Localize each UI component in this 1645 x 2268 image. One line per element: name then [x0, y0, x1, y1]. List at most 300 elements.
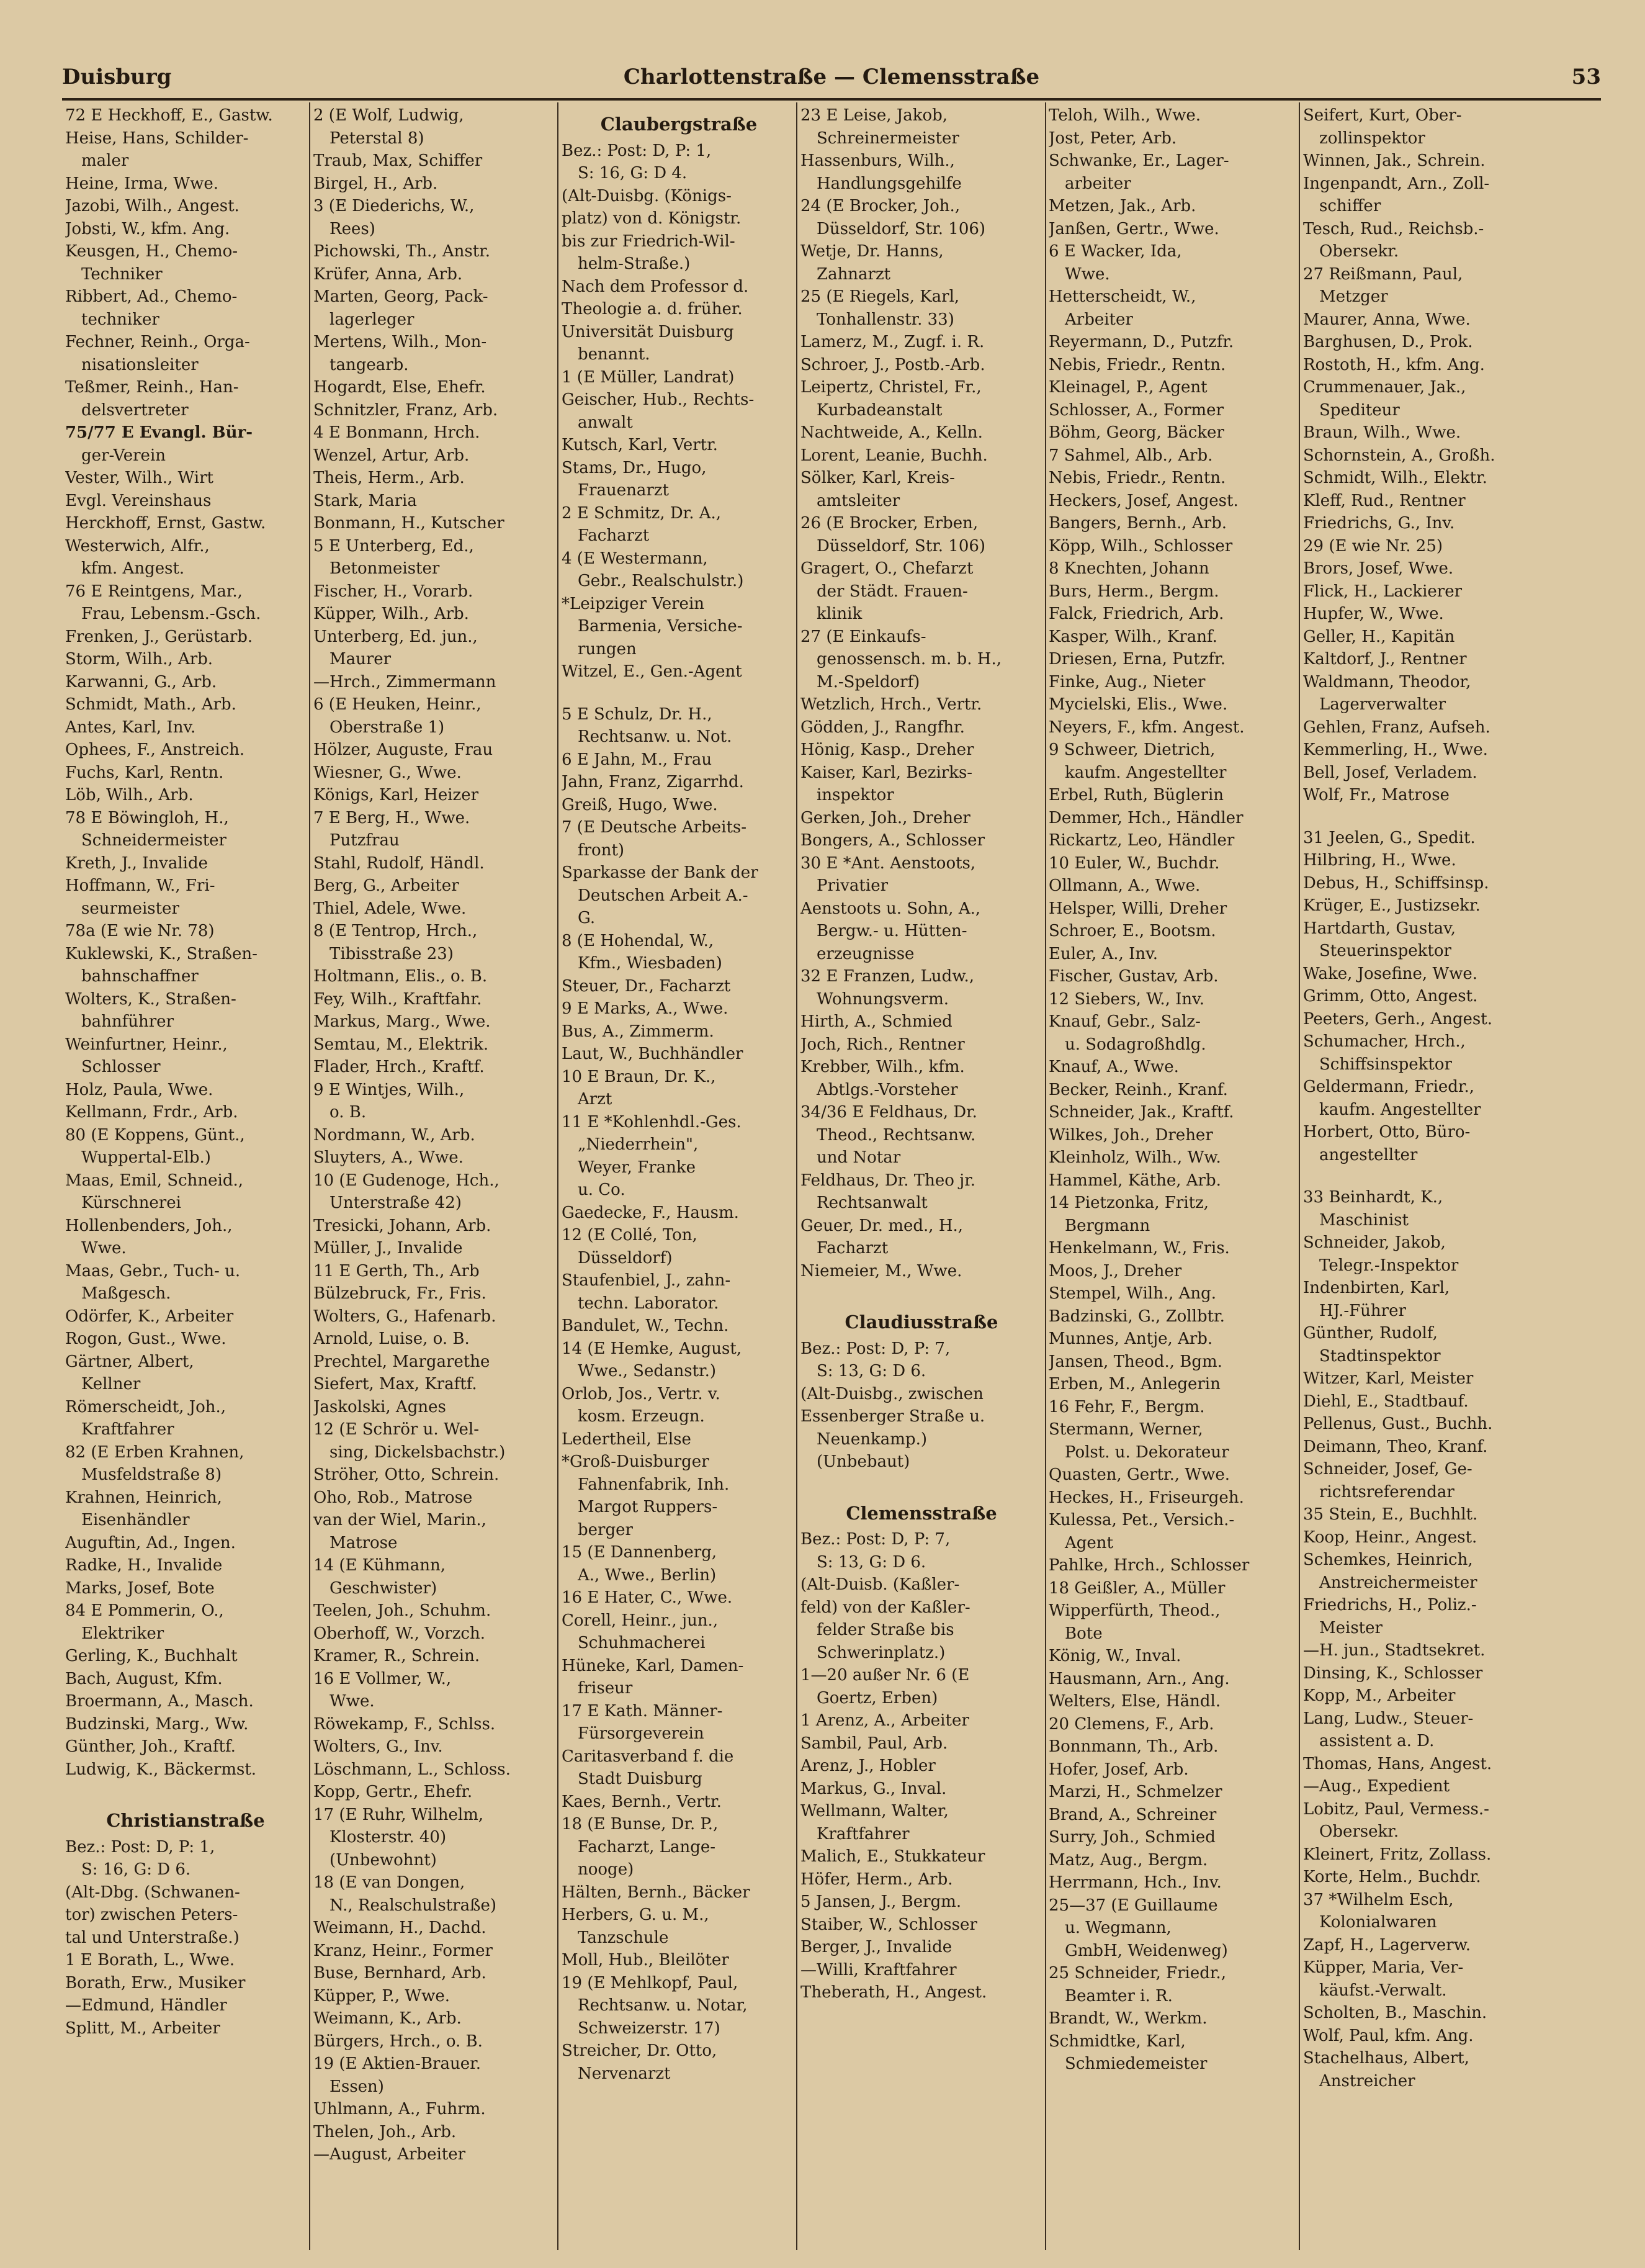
- directory-entry: Crummenauer, Jak.,: [1303, 378, 1466, 397]
- directory-entry: Ströher, Otto, Schrein.: [313, 1465, 500, 1484]
- directory-entry: Essen): [329, 2077, 384, 2096]
- directory-entry: maler: [81, 151, 129, 170]
- directory-entry: Wwe.: [1065, 264, 1110, 284]
- street-heading: Claudiusstraße: [845, 1312, 998, 1333]
- directory-entry: Jahn, Franz, Zigarrhd.: [562, 773, 744, 791]
- directory-entry: (Alt-Dbg. (Schwanen-: [65, 1883, 240, 1902]
- directory-entry: Kolonialwaren: [1319, 1913, 1437, 1932]
- directory-entry: Wellmann, Walter,: [800, 1802, 949, 1820]
- directory-entry: Buse, Bernhard, Arb.: [313, 1964, 486, 1982]
- directory-entry: Holz, Paula, Wwe.: [65, 1080, 213, 1099]
- directory-entry: Kranz, Heinr., Former: [313, 1941, 493, 1960]
- directory-entry: Bonmann, H., Kutscher: [313, 514, 504, 533]
- directory-entry: Knauf, Gebr., Salz-: [1049, 1012, 1201, 1031]
- directory-entry: 5 E Unterberg, Ed.,: [313, 536, 474, 556]
- directory-entry: Birgel, H., Arb.: [313, 174, 438, 193]
- directory-entry: Fechner, Reinh., Orga-: [65, 333, 250, 351]
- directory-entry: Wilkes, Joh., Dreher: [1049, 1125, 1213, 1145]
- directory-entry: Herrmann, Hch., Inv.: [1049, 1873, 1222, 1892]
- directory-entry: Demmer, Hch., Händler: [1049, 808, 1244, 827]
- directory-entry: Bez.: Post: D, P: 1,: [65, 1837, 215, 1856]
- directory-entry: Schneidermeister: [81, 831, 226, 850]
- directory-entry: 7 Sahmel, Alb., Arb.: [1049, 446, 1213, 465]
- directory-entry: Thomas, Hans, Angest.: [1303, 1754, 1492, 1773]
- directory-entry: Lagerverwalter: [1319, 695, 1446, 714]
- directory-entry: Kellner: [81, 1375, 141, 1393]
- directory-entry: Odörfer, K., Arbeiter: [65, 1307, 234, 1326]
- directory-entry: —Hrch., Zimmermann: [313, 672, 496, 691]
- directory-entry: Marten, Georg, Pack-: [313, 287, 488, 306]
- directory-entry: Kasper, Wilh., Kranf.: [1049, 627, 1217, 646]
- directory-entry: 19 (E Mehlkopf, Paul,: [562, 1973, 738, 1992]
- directory-entry: techn. Laborator.: [578, 1294, 719, 1313]
- directory-entry: König, W., Inval.: [1049, 1647, 1181, 1665]
- directory-entry: Schneider, Jak., Kraftf.: [1049, 1103, 1234, 1122]
- directory-entry: Horbert, Otto, Büro-: [1303, 1123, 1471, 1141]
- directory-entry: 3 (E Diederichs, W.,: [313, 197, 475, 215]
- directory-entry: Stark, Maria: [313, 491, 417, 510]
- directory-entry: 18 (E Bunse, Dr. P.,: [562, 1815, 719, 1834]
- spacer: [1303, 807, 1554, 827]
- directory-entry: 14 Pietzonka, Fritz,: [1049, 1194, 1209, 1212]
- directory-entry: Auguftin, Ad., Ingen.: [65, 1533, 236, 1552]
- directory-entry: Facharzt, Lange-: [578, 1837, 716, 1856]
- directory-entry: Universität Duisburg: [562, 322, 734, 341]
- directory-entry: Kleinholz, Wilh., Ww.: [1049, 1148, 1221, 1167]
- directory-entry: richtsreferendar: [1319, 1482, 1455, 1501]
- directory-entry: 26 (E Brocker, Erben,: [800, 514, 979, 533]
- directory-entry: Obersekr.: [1319, 1822, 1399, 1841]
- directory-entry: Hilbring, H., Wwe.: [1303, 851, 1456, 870]
- directory-entry: Günther, Rudolf,: [1303, 1324, 1438, 1343]
- directory-entry: Ophees, F., Anstreich.: [65, 740, 245, 759]
- directory-entry: ger-Verein: [81, 446, 166, 465]
- directory-entry: Elektriker: [81, 1624, 164, 1643]
- directory-entry: delsvertreter: [81, 400, 189, 420]
- directory-entry: angestellter: [1319, 1145, 1418, 1164]
- directory-entry: Marzi, H., Schmelzer: [1049, 1783, 1222, 1801]
- street-range-heading: Charlottenstraße — Clemensstraße: [623, 65, 1040, 89]
- directory-entry: Nebis, Friedr., Rentn.: [1049, 469, 1226, 487]
- column-divider: [1299, 102, 1300, 2250]
- directory-entry: Zapf, H., Lagerverw.: [1303, 1935, 1471, 1955]
- directory-entry: Erbel, Ruth, Büglerin: [1049, 786, 1224, 804]
- directory-entry: Maurer, Anna, Wwe.: [1303, 310, 1471, 329]
- directory-entry: Ludwig, K., Bäckermst.: [65, 1760, 257, 1779]
- directory-entry: S: 13, G: D 6.: [817, 1362, 926, 1380]
- directory-entry: 19 (E Aktien-Brauer.: [313, 2054, 481, 2073]
- directory-entry: Fahnenfabrik, Inh.: [578, 1475, 730, 1494]
- directory-entry: anwalt: [578, 413, 633, 432]
- directory-entry: Weinfurtner, Heinr.,: [65, 1035, 228, 1054]
- directory-entry: Facharzt: [817, 1239, 889, 1258]
- directory-entry: Kaes, Bernh., Vertr.: [562, 1792, 722, 1811]
- directory-entry: Meister: [1319, 1618, 1383, 1637]
- directory-entry: Greiß, Hugo, Wwe.: [562, 795, 718, 814]
- directory-entry: Oberhoff, W., Vorzch.: [313, 1624, 485, 1643]
- directory-entry: 18 (E van Dongen,: [313, 1873, 465, 1892]
- directory-entry: 8 Knechten, Johann: [1049, 559, 1209, 578]
- directory-entry: 23 E Leise, Jakob,: [800, 106, 948, 125]
- directory-entry: Wenzel, Artur, Arb.: [313, 446, 470, 465]
- directory-entry: Zahnarzt: [817, 264, 891, 284]
- directory-entry: tal und Unterstraße.): [65, 1928, 240, 1947]
- directory-entry: benannt.: [578, 345, 650, 364]
- directory-entry: sing, Dickelsbachstr.): [329, 1442, 506, 1462]
- directory-entry: 12 Siebers, W., Inv.: [1049, 989, 1205, 1009]
- directory-entry: Ingenpandt, Arn., Zoll-: [1303, 174, 1490, 193]
- directory-entry: front): [578, 840, 625, 860]
- directory-entry: Küpper, P., Wwe.: [313, 1986, 450, 2005]
- directory-entry: Finke, Aug., Nieter: [1049, 672, 1206, 691]
- directory-entry: Stermann, Werner,: [1049, 1420, 1203, 1439]
- directory-entry: Stams, Dr., Hugo,: [562, 458, 707, 477]
- directory-entry: 33 Beinhardt, K.,: [1303, 1188, 1443, 1207]
- directory-entry: Beamter i. R.: [1065, 1986, 1173, 2005]
- directory-entry: 12 (E Collé, Ton,: [562, 1226, 697, 1244]
- directory-entry: Wolf, Paul, kfm. Ang.: [1303, 2026, 1474, 2045]
- directory-entry: Wwe.: [81, 1239, 127, 1258]
- directory-entry: Unterberg, Ed. jun.,: [313, 627, 478, 646]
- directory-entry: Budzinski, Marg., Ww.: [65, 1714, 249, 1734]
- directory-entry: Gärtner, Albert,: [65, 1352, 194, 1371]
- directory-entry: Moos, J., Dreher: [1049, 1261, 1182, 1280]
- directory-entry: u. Sodagroßhdlg.: [1065, 1035, 1206, 1054]
- directory-entry: 76 E Reintgens, Mar.,: [65, 582, 243, 601]
- directory-entry: Moll, Hub., Bleilöter: [562, 1951, 729, 1969]
- directory-entry: Caritasverband f. die: [562, 1747, 734, 1766]
- directory-entry: Corell, Heinr., jun.,: [562, 1611, 719, 1630]
- directory-entry: Hammel, Käthe, Arb.: [1049, 1171, 1221, 1190]
- directory-entry: Dinsing, K., Schlosser: [1303, 1663, 1483, 1683]
- directory-entry: Koop, Heinr., Angest.: [1303, 1528, 1477, 1547]
- directory-entry: Schneider, Jakob,: [1303, 1233, 1446, 1252]
- directory-entry: Hassenburs, Wilh.,: [800, 151, 955, 170]
- directory-entry: Geldermann, Friedr.,: [1303, 1078, 1475, 1096]
- directory-entry: Geschwister): [329, 1578, 437, 1598]
- directory-entry: *Leipziger Verein: [562, 594, 705, 613]
- directory-entry: 9 E Wintjes, Wilh.,: [313, 1080, 465, 1099]
- directory-entry: Bandulet, W., Techn.: [562, 1316, 729, 1335]
- directory-entry: Krahnen, Heinrich,: [65, 1488, 222, 1507]
- directory-entry: (Unbewohnt): [329, 1850, 437, 1870]
- directory-entry: Maßgesch.: [81, 1284, 171, 1303]
- directory-entry: Streicher, Dr. Otto,: [562, 2041, 717, 2060]
- directory-entry: Teßmer, Reinh., Han-: [65, 378, 239, 397]
- directory-entry: Leipertz, Christel, Fr.,: [800, 378, 982, 397]
- directory-entry: Matz, Aug., Bergm.: [1049, 1850, 1208, 1870]
- directory-entry: 14 (E Kühmann,: [313, 1556, 446, 1575]
- directory-entry: Staufenbiel, J., zahn-: [562, 1271, 731, 1290]
- directory-entry: 37 *Wilhelm Esch,: [1303, 1890, 1454, 1909]
- directory-entry: Gerling, K., Buchhalt: [65, 1647, 238, 1665]
- directory-entry: Becker, Reinh., Kranf.: [1049, 1080, 1228, 1099]
- directory-entry: Aenstoots u. Sohn, A.,: [800, 899, 981, 918]
- directory-entry: Hoffmann, W., Fri-: [65, 876, 215, 895]
- directory-entry: 24 (E Brocker, Joh.,: [800, 197, 961, 215]
- directory-entry: Techniker: [81, 264, 163, 284]
- directory-entry: Barmenia, Versiche-: [578, 617, 743, 636]
- directory-entry: Surry, Joh., Schmied: [1049, 1828, 1216, 1847]
- directory-entry: Heckes, H., Friseurgeh.: [1049, 1488, 1244, 1507]
- directory-entry: Tibisstraße 23): [329, 944, 454, 963]
- directory-entry: nisationsleiter: [81, 355, 199, 374]
- directory-entry: Bez.: Post: D, P: 1,: [562, 141, 712, 160]
- directory-entry: Erben, M., Anlegerin: [1049, 1375, 1221, 1393]
- directory-entry: Witzer, Karl, Meister: [1303, 1369, 1474, 1388]
- directory-entry: Wipperfürth, Theod.,: [1049, 1601, 1221, 1620]
- directory-entry: 7 (E Deutsche Arbeits-: [562, 818, 747, 837]
- directory-entry: Waldmann, Theodor,: [1303, 672, 1471, 691]
- directory-entry: Euler, A., Inv.: [1049, 944, 1158, 963]
- directory-entry: Kraftfahrer: [81, 1420, 174, 1439]
- directory-entry: Heckers, Josef, Angest.: [1049, 491, 1239, 510]
- directory-entry: Facharzt: [578, 526, 650, 545]
- directory-entry: Laut, W., Buchhändler: [562, 1045, 743, 1063]
- directory-entry: 10 Euler, W., Buchdr.: [1049, 853, 1220, 873]
- directory-entry: Schlosser, A., Former: [1049, 400, 1224, 420]
- directory-entry: Mertens, Wilh., Mon-: [313, 333, 487, 351]
- directory-entry: Peterstal 8): [329, 128, 424, 148]
- directory-entry: Deutschen Arbeit A.-: [578, 886, 748, 905]
- directory-entry: 30 E *Ant. Aenstoots,: [800, 853, 976, 873]
- directory-entry: Friedrichs, H., Poliz.-: [1303, 1596, 1477, 1614]
- directory-entry: Geller, H., Kapitän: [1303, 627, 1455, 646]
- directory-entry: Pichowski, Th., Anstr.: [313, 242, 490, 261]
- directory-entry: 27 (E Einkaufs-: [800, 627, 926, 646]
- directory-entry: Driesen, Erna, Putzfr.: [1049, 650, 1226, 668]
- directory-entry: Müller, J., Invalide: [313, 1239, 463, 1258]
- directory-entry: Brors, Josef, Wwe.: [1303, 559, 1454, 578]
- column-divider: [796, 102, 797, 2250]
- directory-entry: Hofer, Josef, Arb.: [1049, 1760, 1189, 1779]
- directory-entry: Schornstein, A., Großh.: [1303, 446, 1495, 465]
- directory-entry: Schwanke, Er., Lager-: [1049, 151, 1229, 170]
- directory-entry: Essenberger Straße u.: [800, 1407, 985, 1426]
- directory-entry: Arzt: [578, 1090, 612, 1109]
- directory-entry: Agent: [1065, 1533, 1113, 1552]
- directory-entry: Jansen, Theod., Bgm.: [1049, 1352, 1222, 1371]
- directory-entry: Holtmann, Elis., o. B.: [313, 967, 488, 986]
- directory-entry: Kraftfahrer: [817, 1824, 910, 1843]
- directory-entry: Burs, Herm., Bergm.: [1049, 582, 1219, 601]
- directory-entry: 1—20 außer Nr. 6 (E: [800, 1666, 970, 1685]
- directory-entry: Köpp, Wilh., Schlosser: [1049, 536, 1233, 556]
- directory-entry: Welters, Else, Händl.: [1049, 1692, 1221, 1711]
- directory-entry: inspektor: [817, 786, 894, 804]
- directory-entry: Böhm, Georg, Bäcker: [1049, 423, 1224, 442]
- directory-entry: Hartdarth, Gustav,: [1303, 919, 1456, 938]
- directory-entry: Staiber, W., Schlosser: [800, 1915, 977, 1934]
- directory-entry: Rostoth, H., kfm. Ang.: [1303, 355, 1485, 374]
- directory-entry: der Städt. Frauen-: [817, 582, 968, 601]
- directory-entry: berger: [578, 1520, 633, 1539]
- directory-entry: lagerleger: [329, 310, 415, 329]
- directory-entry: kfm. Angest.: [81, 559, 185, 578]
- directory-entry: Putzfrau: [329, 831, 400, 850]
- directory-entry: 17 E Kath. Männer-: [562, 1701, 723, 1721]
- column-2: [313, 104, 560, 2239]
- directory-entry: Sambil, Paul, Arb.: [800, 1734, 948, 1753]
- directory-entry: Kulessa, Pet., Versich.-: [1049, 1511, 1235, 1529]
- directory-entry: (Alt-Duisbg., zwischen: [800, 1384, 984, 1403]
- directory-entry: Feldhaus, Dr. Theo jr.: [800, 1171, 976, 1190]
- directory-entry: Jaskolski, Agnes: [313, 1397, 446, 1416]
- directory-entry: Polst. u. Dekorateur: [1065, 1442, 1229, 1462]
- directory-entry: 84 E Pommerin, O.,: [65, 1601, 224, 1620]
- directory-entry: Stadt Duisburg: [578, 1770, 702, 1788]
- directory-entry: Bergmann: [1065, 1216, 1150, 1235]
- directory-entry: Bürgers, Hrch., o. B.: [313, 2032, 483, 2051]
- directory-entry: Brand, A., Schreiner: [1049, 1805, 1217, 1824]
- directory-entry: Hönig, Kasp., Dreher: [800, 740, 974, 759]
- directory-entry: Borath, Erw., Musiker: [65, 1973, 246, 1992]
- directory-entry: 6 E Jahn, M., Frau: [562, 750, 712, 769]
- directory-entry: Maurer: [329, 650, 392, 668]
- directory-entry: Ledertheil, Else: [562, 1429, 691, 1449]
- directory-entry: Löb, Wilh., Arb.: [65, 786, 194, 804]
- directory-entry: 78a (E wie Nr. 78): [65, 922, 215, 940]
- directory-entry: Arenz, J., Hobler: [800, 1757, 936, 1775]
- directory-entry: Wake, Josefine, Wwe.: [1303, 964, 1478, 983]
- directory-entry: 5 E Schulz, Dr. H.,: [562, 704, 712, 724]
- directory-entry: Nachtweide, A., Kelln.: [800, 423, 983, 442]
- directory-entry: *Groß-Duisburger: [562, 1452, 709, 1471]
- directory-entry: Bez.: Post: D, P: 7,: [800, 1339, 951, 1358]
- directory-entry: Schmidt, Wilh., Elektr.: [1303, 469, 1487, 487]
- directory-entry: Geuer, Dr. med., H.,: [800, 1216, 964, 1235]
- directory-entry: erzeugnisse: [817, 944, 915, 963]
- directory-entry: Klosterstr. 40): [329, 1828, 447, 1847]
- directory-entry: Barghusen, D., Prok.: [1303, 333, 1473, 351]
- directory-entry: Herckhoff, Ernst, Gastw.: [65, 514, 266, 533]
- directory-entry: friseur: [578, 1679, 633, 1698]
- directory-entry: Oho, Rob., Matrose: [313, 1488, 473, 1507]
- directory-entry: Teloh, Wilh., Wwe.: [1049, 106, 1201, 125]
- directory-entry: Thelen, Joh., Arb.: [313, 2122, 457, 2141]
- directory-entry: Geischer, Hub., Rechts-: [562, 390, 755, 409]
- directory-entry: platz) von d. Königstr.: [562, 209, 742, 228]
- directory-entry: Kopp, M., Arbeiter: [1303, 1686, 1456, 1705]
- directory-entry: —H. jun., Stadtsekret.: [1303, 1641, 1486, 1660]
- directory-entry: schiffer: [1319, 197, 1381, 215]
- directory-entry: Wetzlich, Hrch., Vertr.: [800, 695, 982, 714]
- directory-entry: Stahl, Rudolf, Händl.: [313, 853, 485, 873]
- spacer: [1303, 1166, 1554, 1186]
- directory-entry: Anstreicher: [1319, 2071, 1415, 2090]
- directory-entry: Schneider, Josef, Ge-: [1303, 1460, 1472, 1478]
- directory-entry: Schlosser: [81, 1058, 161, 1076]
- directory-entry: techniker: [81, 310, 159, 329]
- directory-entry: arbeiter: [1065, 174, 1131, 193]
- page-header: [62, 61, 1601, 101]
- directory-entry: Lorent, Leanie, Buchh.: [800, 446, 988, 465]
- directory-entry: Heine, Irma, Wwe.: [65, 174, 219, 193]
- directory-entry: kosm. Erzeugn.: [578, 1407, 705, 1426]
- directory-entry: Pahlke, Hrch., Schlosser: [1049, 1556, 1250, 1575]
- directory-entry: Bez.: Post: D, P: 7,: [800, 1530, 951, 1549]
- directory-entry: Marks, Josef, Bote: [65, 1578, 215, 1598]
- directory-entry: Winnen, Jak., Schrein.: [1303, 151, 1486, 170]
- directory-entry: 10 E Braun, Dr. K.,: [562, 1067, 716, 1086]
- directory-entry: Fischer, H., Vorarb.: [313, 582, 473, 601]
- directory-entry: 27 Reißmann, Paul,: [1303, 264, 1463, 284]
- directory-entry: Scholten, B., Maschin.: [1303, 2004, 1487, 2022]
- directory-entry: Berg, G., Arbeiter: [313, 876, 459, 895]
- directory-entry: Uhlmann, A., Fuhrm.: [313, 2100, 486, 2118]
- directory-entry: zollinspektor: [1319, 128, 1425, 148]
- directory-entry: Steuer, Dr., Facharzt: [562, 976, 731, 996]
- directory-entry: Markus, Marg., Wwe.: [313, 1012, 491, 1031]
- directory-entry: Nordmann, W., Arb.: [313, 1125, 475, 1145]
- directory-entry: Kleff, Rud., Rentner: [1303, 491, 1466, 510]
- directory-entry: Obersekr.: [1319, 242, 1399, 261]
- directory-entry: Kellmann, Frdr., Arb.: [65, 1103, 238, 1122]
- directory-entry: Antes, Karl, Inv.: [65, 718, 196, 737]
- directory-entry: Gehlen, Franz, Aufseh.: [1303, 718, 1490, 737]
- directory-entry: 72 E Heckhoff, E., Gastw.: [65, 106, 273, 125]
- directory-entry: Matrose: [329, 1533, 398, 1552]
- directory-entry: Semtau, M., Elektrik.: [313, 1035, 489, 1054]
- column-6: [1303, 104, 1554, 2239]
- directory-entry: Hälten, Bernh., Bäcker: [562, 1883, 750, 1902]
- directory-entry: Betonmeister: [329, 559, 440, 578]
- directory-entry: Bongers, A., Schlosser: [800, 831, 985, 850]
- directory-entry: Fey, Wilh., Kraftfahr.: [313, 989, 482, 1009]
- directory-entry: Kopp, Gertr., Ehefr.: [313, 1783, 473, 1801]
- directory-entry: Löschmann, L., Schloss.: [313, 1760, 511, 1779]
- directory-entry: (Alt-Duisb. (Kaßler-: [800, 1575, 960, 1594]
- directory-entry: Königs, Karl, Heizer: [313, 786, 479, 804]
- directory-entry: 1 Arenz, A., Arbeiter: [800, 1711, 969, 1730]
- directory-entry: Wetje, Dr. Hanns,: [800, 242, 944, 261]
- street-heading: Clemensstraße: [846, 1502, 997, 1524]
- page-number: 53: [1571, 65, 1601, 89]
- directory-entry: Tanzschule: [578, 1928, 669, 1947]
- directory-entry: Bach, August, Kfm.: [65, 1669, 223, 1688]
- directory-entry: Radke, H., Invalide: [65, 1556, 223, 1575]
- directory-entry: amtsleiter: [817, 491, 900, 510]
- directory-entry: und Notar: [817, 1148, 901, 1167]
- directory-entry: Korte, Helm., Buchdr.: [1303, 1868, 1481, 1886]
- directory-entry: Neyers, F., kfm. Angest.: [1049, 718, 1245, 737]
- directory-entry: Fischer, Gustav, Arb.: [1049, 967, 1219, 986]
- directory-entry: Rees): [329, 219, 375, 238]
- column-1: [65, 104, 306, 2239]
- directory-entry: Düsseldorf, Str. 106): [817, 219, 986, 238]
- directory-entry: Wuppertal-Elb.): [81, 1148, 211, 1167]
- directory-entry: Anstreichermeister: [1319, 1573, 1477, 1592]
- directory-entry: 20 Clemens, F., Arb.: [1049, 1714, 1214, 1734]
- directory-entry: Wolf, Fr., Matrose: [1303, 786, 1450, 804]
- directory-entry: Malich, E., Stukkateur: [800, 1847, 985, 1866]
- directory-entry: 11 E *Kohlenhdl.-Ges.: [562, 1112, 742, 1132]
- directory-entry: 4 (E Westermann,: [562, 549, 708, 568]
- directory-entry: Römerscheidt, Joh.,: [65, 1397, 226, 1416]
- directory-entry: Markus, G., Inval.: [800, 1779, 947, 1798]
- directory-entry: 9 Schweer, Dietrich,: [1049, 740, 1216, 759]
- directory-entry: Schroer, E., Bootsm.: [1049, 922, 1216, 940]
- directory-entry: Jazobi, Wilh., Angest.: [65, 197, 240, 215]
- column-divider: [1045, 102, 1046, 2250]
- directory-entry: 2 (E Wolf, Ludwig,: [313, 106, 464, 125]
- directory-entry: Kutsch, Karl, Vertr.: [562, 436, 718, 454]
- directory-entry: Nervenarzt: [578, 2064, 671, 2083]
- directory-entry: 78 E Böwingloh, H.,: [65, 808, 229, 827]
- directory-entry: Kuklewski, K., Straßen-: [65, 944, 258, 963]
- directory-entry: Wolters, G., Inv.: [313, 1737, 443, 1756]
- directory-entry: Handlungsgehilfe: [817, 174, 962, 193]
